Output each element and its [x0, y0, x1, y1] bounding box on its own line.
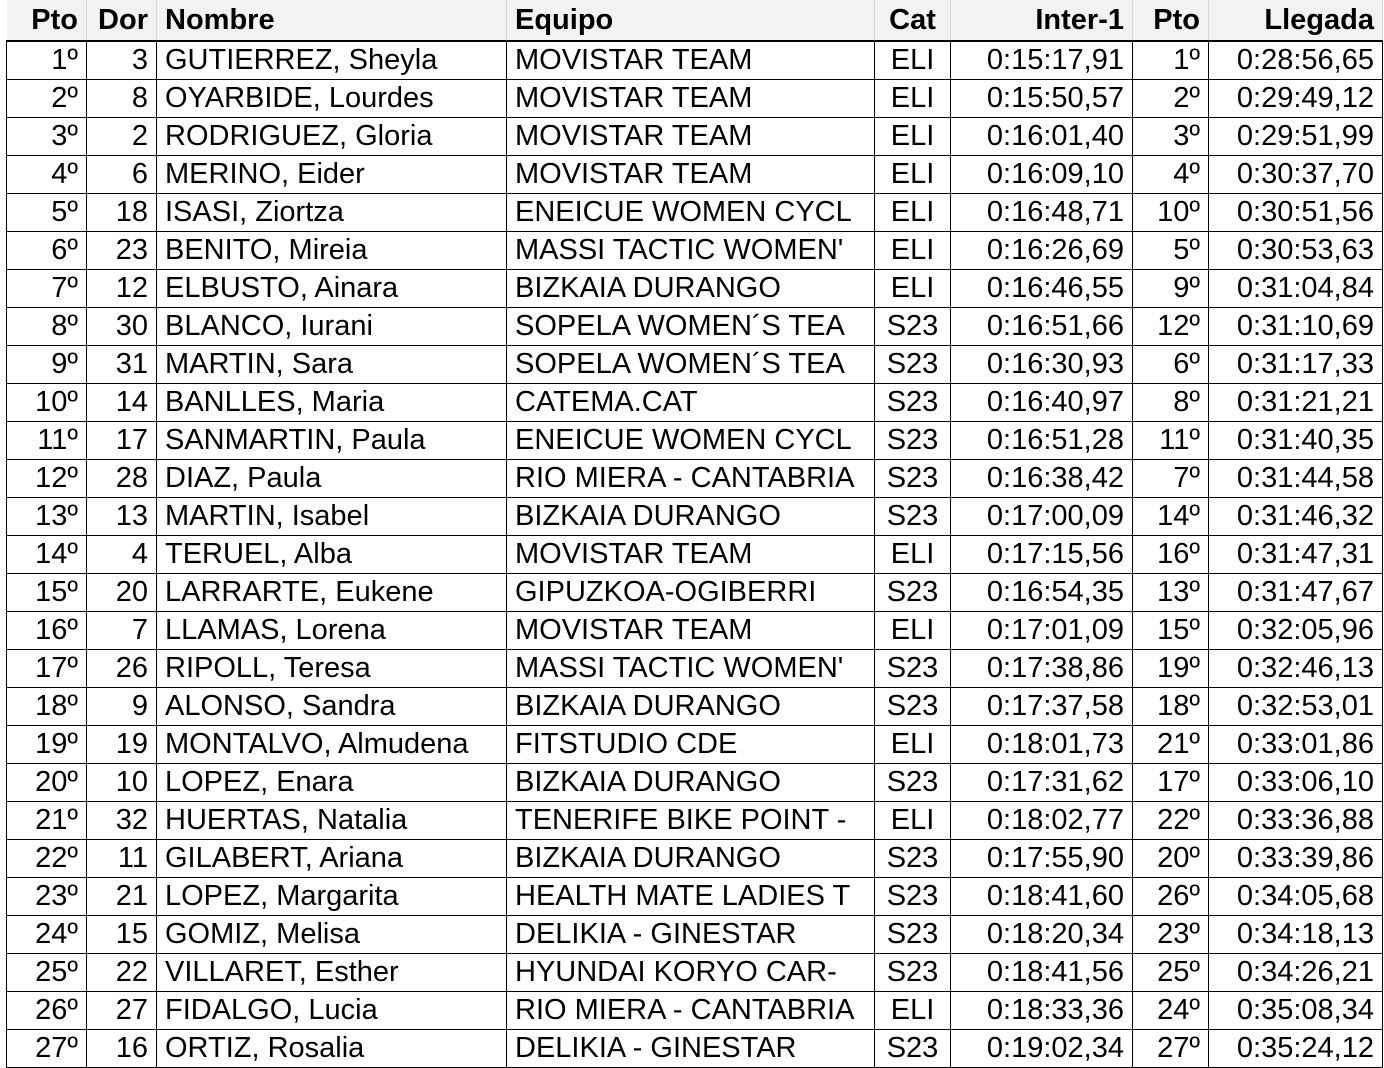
- cell-name: BENITO, Mireia: [157, 232, 507, 270]
- cell-bib: 18: [87, 194, 157, 232]
- cell-team: DELIKIA - GINESTAR: [507, 1030, 875, 1068]
- cell-category: ELI: [875, 41, 951, 80]
- cell-bib: 8: [87, 80, 157, 118]
- cell-bib: 26: [87, 650, 157, 688]
- cell-team: HEALTH MATE LADIES T: [507, 878, 875, 916]
- cell-bib: 17: [87, 422, 157, 460]
- cell-intermediate-position: 2º: [1133, 80, 1209, 118]
- cell-position: 26º: [7, 992, 87, 1030]
- cell-intermediate-position: 22º: [1133, 802, 1209, 840]
- cell-name: HUERTAS, Natalia: [157, 802, 507, 840]
- cell-position: 14º: [7, 536, 87, 574]
- cell-name: ELBUSTO, Ainara: [157, 270, 507, 308]
- cell-position: 7º: [7, 270, 87, 308]
- table-row: [7, 41, 1383, 80]
- cell-intermediate-1: 0:18:41,60: [951, 878, 1133, 916]
- cell-position: 3º: [7, 118, 87, 156]
- cell-intermediate-1: 0:16:46,55: [951, 270, 1133, 308]
- cell-team: GIPUZKOA-OGIBERRI: [507, 574, 875, 612]
- cell-bib: 14: [87, 384, 157, 422]
- cell-category: S23: [875, 954, 951, 992]
- cell-team: MOVISTAR TEAM: [507, 41, 875, 80]
- cell-finish-time: 0:31:21,21: [1209, 384, 1383, 422]
- header-intermediate-position[interactable]: Pto: [1133, 0, 1209, 41]
- cell-team: HYUNDAI KORYO CAR-: [507, 954, 875, 992]
- cell-position: 18º: [7, 688, 87, 726]
- table-row: [7, 840, 1383, 878]
- cell-intermediate-1: 0:17:38,86: [951, 650, 1133, 688]
- cell-name: VILLARET, Esther: [157, 954, 507, 992]
- cell-finish-time: 0:32:53,01: [1209, 688, 1383, 726]
- cell-bib: 23: [87, 232, 157, 270]
- cell-name: FIDALGO, Lucia: [157, 992, 507, 1030]
- cell-bib: 27: [87, 992, 157, 1030]
- cell-intermediate-1: 0:16:30,93: [951, 346, 1133, 384]
- cell-category: S23: [875, 1030, 951, 1068]
- cell-finish-time: 0:30:53,63: [1209, 232, 1383, 270]
- cell-bib: 16: [87, 1030, 157, 1068]
- cell-position: 6º: [7, 232, 87, 270]
- cell-category: S23: [875, 384, 951, 422]
- cell-team: MOVISTAR TEAM: [507, 536, 875, 574]
- cell-team: SOPELA WOMEN´S TEA: [507, 308, 875, 346]
- cell-intermediate-position: 8º: [1133, 384, 1209, 422]
- cell-position: 24º: [7, 916, 87, 954]
- cell-bib: 9: [87, 688, 157, 726]
- cell-position: 15º: [7, 574, 87, 612]
- cell-intermediate-position: 25º: [1133, 954, 1209, 992]
- cell-finish-time: 0:29:51,99: [1209, 118, 1383, 156]
- table-row: [7, 916, 1383, 954]
- table-row: [7, 726, 1383, 764]
- cell-team: MASSI TACTIC WOMEN': [507, 232, 875, 270]
- table-row: [7, 118, 1383, 156]
- cell-finish-time: 0:31:40,35: [1209, 422, 1383, 460]
- cell-category: S23: [875, 764, 951, 802]
- cell-finish-time: 0:33:36,88: [1209, 802, 1383, 840]
- cell-intermediate-1: 0:16:51,28: [951, 422, 1133, 460]
- header-finish-time[interactable]: Llegada: [1209, 0, 1383, 41]
- cell-intermediate-position: 13º: [1133, 574, 1209, 612]
- cell-team: ENEICUE WOMEN CYCL: [507, 194, 875, 232]
- cell-category: ELI: [875, 992, 951, 1030]
- cell-name: RIPOLL, Teresa: [157, 650, 507, 688]
- cell-intermediate-1: 0:15:17,91: [951, 41, 1133, 80]
- cell-position: 19º: [7, 726, 87, 764]
- cell-intermediate-position: 21º: [1133, 726, 1209, 764]
- header-team[interactable]: Equipo: [507, 0, 875, 41]
- cell-category: S23: [875, 840, 951, 878]
- cell-finish-time: 0:34:05,68: [1209, 878, 1383, 916]
- cell-name: LARRARTE, Eukene: [157, 574, 507, 612]
- table-row: [7, 80, 1383, 118]
- cell-bib: 11: [87, 840, 157, 878]
- cell-intermediate-position: 23º: [1133, 916, 1209, 954]
- cell-bib: 4: [87, 536, 157, 574]
- cell-name: MERINO, Eider: [157, 156, 507, 194]
- cell-team: MOVISTAR TEAM: [507, 156, 875, 194]
- cell-position: 2º: [7, 80, 87, 118]
- cell-team: SOPELA WOMEN´S TEA: [507, 346, 875, 384]
- header-intermediate-1[interactable]: Inter-1: [951, 0, 1133, 41]
- cell-intermediate-position: 24º: [1133, 992, 1209, 1030]
- cell-category: ELI: [875, 80, 951, 118]
- table-row: [7, 764, 1383, 802]
- cell-team: BIZKAIA DURANGO: [507, 688, 875, 726]
- cell-finish-time: 0:30:37,70: [1209, 156, 1383, 194]
- cell-intermediate-1: 0:19:02,34: [951, 1030, 1133, 1068]
- cell-name: SANMARTIN, Paula: [157, 422, 507, 460]
- cell-name: LOPEZ, Margarita: [157, 878, 507, 916]
- cell-position: 16º: [7, 612, 87, 650]
- cell-team: FITSTUDIO CDE: [507, 726, 875, 764]
- cell-position: 12º: [7, 460, 87, 498]
- cell-category: ELI: [875, 612, 951, 650]
- cell-position: 20º: [7, 764, 87, 802]
- cell-position: 10º: [7, 384, 87, 422]
- table-row: [7, 460, 1383, 498]
- table-row: [7, 612, 1383, 650]
- cell-intermediate-position: 20º: [1133, 840, 1209, 878]
- cell-finish-time: 0:31:47,67: [1209, 574, 1383, 612]
- table-row: [7, 802, 1383, 840]
- cell-team: BIZKAIA DURANGO: [507, 498, 875, 536]
- cell-team: ENEICUE WOMEN CYCL: [507, 422, 875, 460]
- cell-intermediate-1: 0:16:26,69: [951, 232, 1133, 270]
- cell-name: ORTIZ, Rosalia: [157, 1030, 507, 1068]
- cell-finish-time: 0:29:49,12: [1209, 80, 1383, 118]
- cell-intermediate-1: 0:16:48,71: [951, 194, 1133, 232]
- header-name[interactable]: Nombre: [157, 0, 507, 41]
- cell-intermediate-1: 0:18:01,73: [951, 726, 1133, 764]
- cell-bib: 19: [87, 726, 157, 764]
- cell-category: ELI: [875, 118, 951, 156]
- table-row: [7, 308, 1383, 346]
- cell-bib: 30: [87, 308, 157, 346]
- cell-finish-time: 0:31:17,33: [1209, 346, 1383, 384]
- cell-team: MOVISTAR TEAM: [507, 80, 875, 118]
- cell-category: S23: [875, 916, 951, 954]
- cell-position: 4º: [7, 156, 87, 194]
- table-row: [7, 422, 1383, 460]
- cell-name: MARTIN, Isabel: [157, 498, 507, 536]
- cell-name: MARTIN, Sara: [157, 346, 507, 384]
- cell-bib: 12: [87, 270, 157, 308]
- cell-position: 17º: [7, 650, 87, 688]
- cell-intermediate-position: 10º: [1133, 194, 1209, 232]
- cell-bib: 32: [87, 802, 157, 840]
- cell-name: LLAMAS, Lorena: [157, 612, 507, 650]
- cell-intermediate-position: 17º: [1133, 764, 1209, 802]
- cell-finish-time: 0:31:10,69: [1209, 308, 1383, 346]
- table-body: [7, 41, 1383, 1068]
- cell-position: 9º: [7, 346, 87, 384]
- cell-position: 1º: [7, 41, 87, 80]
- cell-bib: 7: [87, 612, 157, 650]
- cell-bib: 13: [87, 498, 157, 536]
- cell-intermediate-position: 4º: [1133, 156, 1209, 194]
- cell-intermediate-position: 18º: [1133, 688, 1209, 726]
- cell-name: GOMIZ, Melisa: [157, 916, 507, 954]
- cell-name: LOPEZ, Enara: [157, 764, 507, 802]
- table-row: [7, 688, 1383, 726]
- cell-position: 11º: [7, 422, 87, 460]
- header-bib[interactable]: Dor: [87, 0, 157, 41]
- cell-category: S23: [875, 574, 951, 612]
- cell-finish-time: 0:32:46,13: [1209, 650, 1383, 688]
- cell-name: BANLLES, Maria: [157, 384, 507, 422]
- cell-finish-time: 0:34:18,13: [1209, 916, 1383, 954]
- cell-intermediate-position: 11º: [1133, 422, 1209, 460]
- cell-intermediate-position: 15º: [1133, 612, 1209, 650]
- cell-intermediate-1: 0:17:55,90: [951, 840, 1133, 878]
- cell-name: MONTALVO, Almudena: [157, 726, 507, 764]
- cell-position: 23º: [7, 878, 87, 916]
- cell-intermediate-1: 0:16:01,40: [951, 118, 1133, 156]
- header-row: [7, 0, 1383, 41]
- cell-intermediate-1: 0:17:31,62: [951, 764, 1133, 802]
- cell-finish-time: 0:32:05,96: [1209, 612, 1383, 650]
- table-row: [7, 878, 1383, 916]
- cell-bib: 22: [87, 954, 157, 992]
- cell-team: BIZKAIA DURANGO: [507, 270, 875, 308]
- cell-intermediate-1: 0:17:00,09: [951, 498, 1133, 536]
- cell-name: TERUEL, Alba: [157, 536, 507, 574]
- cell-team: BIZKAIA DURANGO: [507, 840, 875, 878]
- cell-name: GUTIERREZ, Sheyla: [157, 41, 507, 80]
- cell-category: ELI: [875, 802, 951, 840]
- table-header: [7, 0, 1383, 41]
- cell-team: MASSI TACTIC WOMEN': [507, 650, 875, 688]
- cell-intermediate-position: 27º: [1133, 1030, 1209, 1068]
- cell-team: RIO MIERA - CANTABRIA: [507, 460, 875, 498]
- cell-name: BLANCO, Iurani: [157, 308, 507, 346]
- cell-category: S23: [875, 460, 951, 498]
- cell-category: ELI: [875, 726, 951, 764]
- cell-team: MOVISTAR TEAM: [507, 612, 875, 650]
- cell-bib: 10: [87, 764, 157, 802]
- table-row: [7, 194, 1383, 232]
- cell-finish-time: 0:28:56,65: [1209, 41, 1383, 80]
- cell-intermediate-1: 0:17:37,58: [951, 688, 1133, 726]
- cell-category: ELI: [875, 536, 951, 574]
- header-position[interactable]: Pto: [7, 0, 87, 41]
- cell-intermediate-position: 19º: [1133, 650, 1209, 688]
- cell-intermediate-1: 0:15:50,57: [951, 80, 1133, 118]
- cell-finish-time: 0:30:51,56: [1209, 194, 1383, 232]
- cell-intermediate-position: 14º: [1133, 498, 1209, 536]
- cell-team: TENERIFE BIKE POINT -: [507, 802, 875, 840]
- cell-position: 5º: [7, 194, 87, 232]
- cell-finish-time: 0:33:06,10: [1209, 764, 1383, 802]
- cell-name: RODRIGUEZ, Gloria: [157, 118, 507, 156]
- cell-category: ELI: [875, 194, 951, 232]
- cell-finish-time: 0:31:47,31: [1209, 536, 1383, 574]
- cell-bib: 28: [87, 460, 157, 498]
- cell-position: 8º: [7, 308, 87, 346]
- cell-intermediate-1: 0:16:40,97: [951, 384, 1133, 422]
- cell-team: BIZKAIA DURANGO: [507, 764, 875, 802]
- cell-intermediate-1: 0:18:33,36: [951, 992, 1133, 1030]
- cell-intermediate-position: 12º: [1133, 308, 1209, 346]
- cell-position: 27º: [7, 1030, 87, 1068]
- cell-category: ELI: [875, 232, 951, 270]
- cell-category: S23: [875, 688, 951, 726]
- cell-category: S23: [875, 650, 951, 688]
- table-row: [7, 346, 1383, 384]
- cell-category: S23: [875, 422, 951, 460]
- cell-intermediate-1: 0:16:38,42: [951, 460, 1133, 498]
- cell-intermediate-position: 26º: [1133, 878, 1209, 916]
- cell-intermediate-1: 0:17:01,09: [951, 612, 1133, 650]
- cell-intermediate-position: 6º: [1133, 346, 1209, 384]
- table-row: [7, 498, 1383, 536]
- results-table: [6, 0, 1383, 1068]
- cell-intermediate-1: 0:18:41,56: [951, 954, 1133, 992]
- table-row: [7, 536, 1383, 574]
- cell-team: DELIKIA - GINESTAR: [507, 916, 875, 954]
- cell-position: 22º: [7, 840, 87, 878]
- cell-intermediate-1: 0:16:54,35: [951, 574, 1133, 612]
- cell-finish-time: 0:35:08,34: [1209, 992, 1383, 1030]
- cell-finish-time: 0:35:24,12: [1209, 1030, 1383, 1068]
- table-row: [7, 992, 1383, 1030]
- table-row: [7, 1030, 1383, 1068]
- cell-intermediate-1: 0:18:20,34: [951, 916, 1133, 954]
- cell-name: ALONSO, Sandra: [157, 688, 507, 726]
- cell-intermediate-position: 9º: [1133, 270, 1209, 308]
- cell-category: ELI: [875, 156, 951, 194]
- cell-team: RIO MIERA - CANTABRIA: [507, 992, 875, 1030]
- cell-intermediate-position: 5º: [1133, 232, 1209, 270]
- cell-team: MOVISTAR TEAM: [507, 118, 875, 156]
- cell-bib: 21: [87, 878, 157, 916]
- cell-finish-time: 0:33:01,86: [1209, 726, 1383, 764]
- cell-name: DIAZ, Paula: [157, 460, 507, 498]
- cell-finish-time: 0:33:39,86: [1209, 840, 1383, 878]
- cell-intermediate-1: 0:18:02,77: [951, 802, 1133, 840]
- cell-bib: 2: [87, 118, 157, 156]
- cell-finish-time: 0:34:26,21: [1209, 954, 1383, 992]
- cell-bib: 20: [87, 574, 157, 612]
- cell-bib: 6: [87, 156, 157, 194]
- cell-position: 25º: [7, 954, 87, 992]
- cell-category: S23: [875, 308, 951, 346]
- cell-intermediate-position: 16º: [1133, 536, 1209, 574]
- cell-finish-time: 0:31:04,84: [1209, 270, 1383, 308]
- header-category[interactable]: Cat: [875, 0, 951, 41]
- cell-position: 13º: [7, 498, 87, 536]
- cell-finish-time: 0:31:46,32: [1209, 498, 1383, 536]
- cell-bib: 15: [87, 916, 157, 954]
- table-row: [7, 384, 1383, 422]
- table-row: [7, 574, 1383, 612]
- cell-name: GILABERT, Ariana: [157, 840, 507, 878]
- cell-category: S23: [875, 346, 951, 384]
- cell-position: 21º: [7, 802, 87, 840]
- table-row: [7, 232, 1383, 270]
- table-row: [7, 650, 1383, 688]
- cell-name: OYARBIDE, Lourdes: [157, 80, 507, 118]
- cell-bib: 31: [87, 346, 157, 384]
- table-row: [7, 954, 1383, 992]
- cell-intermediate-position: 7º: [1133, 460, 1209, 498]
- cell-category: ELI: [875, 270, 951, 308]
- cell-category: S23: [875, 878, 951, 916]
- table-row: [7, 156, 1383, 194]
- cell-team: CATEMA.CAT: [507, 384, 875, 422]
- cell-intermediate-position: 3º: [1133, 118, 1209, 156]
- cell-name: ISASI, Ziortza: [157, 194, 507, 232]
- cell-intermediate-1: 0:16:51,66: [951, 308, 1133, 346]
- cell-intermediate-1: 0:16:09,10: [951, 156, 1133, 194]
- cell-intermediate-1: 0:17:15,56: [951, 536, 1133, 574]
- cell-category: S23: [875, 498, 951, 536]
- cell-bib: 3: [87, 41, 157, 80]
- cell-intermediate-position: 1º: [1133, 41, 1209, 80]
- table-row: [7, 270, 1383, 308]
- cell-finish-time: 0:31:44,58: [1209, 460, 1383, 498]
